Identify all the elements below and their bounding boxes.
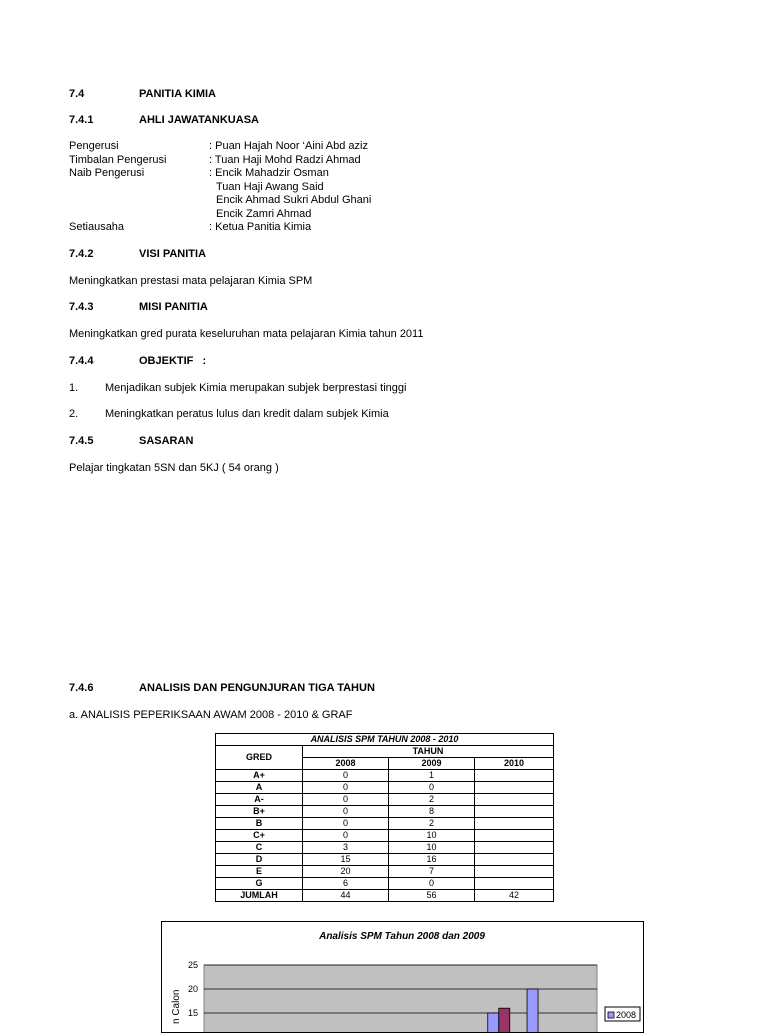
setiausaha-label: Setiausaha — [69, 221, 125, 233]
y-tick-label: 20 — [187, 984, 198, 994]
value-2008-cell: 3 — [303, 842, 389, 854]
objektif-2-number: 2. — [69, 408, 79, 420]
objektif-1-number: 1. — [69, 382, 79, 394]
section-7-4-4-title: OBJEKTIF : — [139, 355, 207, 367]
value-2010-cell — [475, 878, 554, 890]
value-2008-cell: 6 — [303, 878, 389, 890]
table-title: ANALISIS SPM TAHUN 2008 - 2010 — [216, 734, 554, 746]
timbalan-value: : Tuan Haji Mohd Radzi Ahmad — [209, 154, 361, 166]
section-7-4-6-title: ANALISIS DAN PENGUNJURAN TIGA TAHUN — [139, 682, 375, 694]
table-row — [216, 854, 554, 866]
table-row — [216, 794, 554, 806]
table-row — [216, 830, 554, 842]
total-label: JUMLAH — [216, 890, 303, 902]
legend-swatch-2008 — [608, 1012, 614, 1018]
spm-chart-svg — [162, 922, 643, 1032]
naib-label: Naib Pengerusi — [69, 167, 145, 179]
section-7-4-2-title: VISI PANITIA — [139, 248, 207, 260]
value-2008-cell: 0 — [303, 782, 389, 794]
naib-extra-2: Encik Ahmad Sukri Abdul Ghani — [216, 194, 372, 206]
section-7-4-3-number: 7.4.3 — [69, 301, 94, 313]
section-7-4-3-title: MISI PANITIA — [139, 301, 208, 313]
value-2010-cell — [475, 806, 554, 818]
timbalan-label: Timbalan Pengerusi — [69, 154, 167, 166]
value-2010-cell — [475, 770, 554, 782]
value-2009-cell: 0 — [389, 782, 475, 794]
spm-chart — [161, 921, 644, 1033]
total-2009: 56 — [389, 890, 475, 902]
value-2009-cell: 2 — [389, 794, 475, 806]
value-2010-cell — [475, 830, 554, 842]
naib-extra-3: Encik Zamri Ahmad — [216, 208, 312, 220]
value-2008-cell: 15 — [303, 854, 389, 866]
grade-cell: C+ — [216, 830, 303, 842]
bar-2008-D — [488, 1013, 499, 1032]
bar-2009-D — [499, 1008, 510, 1032]
value-2009-cell: 0 — [389, 878, 475, 890]
section-7-4-1-title: AHLI JAWATANKUASA — [139, 114, 259, 126]
table-row — [216, 806, 554, 818]
analisis-subtitle: a. ANALISIS PEPERIKSAAN AWAM 2008 - 2010 & GRAF — [69, 709, 353, 721]
sasaran-text: Pelajar tingkatan 5SN dan 5KJ ( 54 orang ) — [69, 462, 279, 474]
y-tick-label: 25 — [187, 960, 198, 970]
section-7-4-2-number: 7.4.2 — [69, 248, 94, 260]
objektif-2-text: Meningkatkan peratus lulus dan kredit dalam subjek Kimia — [105, 408, 389, 420]
value-2010-cell — [475, 866, 554, 878]
naib-value: : Encik Mahadzir Osman — [209, 167, 329, 179]
value-2008-cell: 0 — [303, 818, 389, 830]
section-7-4-6-number: 7.4.6 — [69, 682, 94, 694]
naib-extra-1: Tuan Haji Awang Said — [216, 181, 324, 193]
tahun-header: TAHUN — [303, 746, 554, 758]
legend-label-2008: 2008 — [616, 1010, 637, 1020]
value-2009-cell: 10 — [389, 830, 475, 842]
section-7-4-number: 7.4 — [69, 88, 85, 100]
value-2008-cell: 20 — [303, 866, 389, 878]
year-2009-header: 2009 — [389, 758, 475, 770]
total-row — [216, 890, 554, 902]
total-2008: 44 — [303, 890, 389, 902]
value-2009-cell: 7 — [389, 866, 475, 878]
value-2009-cell: 16 — [389, 854, 475, 866]
grade-cell: C — [216, 842, 303, 854]
value-2009-cell: 1 — [389, 770, 475, 782]
section-7-4-5-title: SASARAN — [139, 435, 194, 447]
section-7-4-title: PANITIA KIMIA — [139, 88, 216, 100]
pengerusi-label: Pengerusi — [69, 140, 119, 152]
value-2009-cell: 2 — [389, 818, 475, 830]
objektif-1-text: Menjadikan subjek Kimia merupakan subjek berprestasi tinggi — [105, 382, 407, 394]
misi-text: Meningkatkan gred purata keseluruhan mata pelajaran Kimia tahun 2011 — [69, 328, 424, 340]
value-2010-cell — [475, 842, 554, 854]
grade-cell: B+ — [216, 806, 303, 818]
section-7-4-1-number: 7.4.1 — [69, 114, 94, 126]
total-2010: 42 — [475, 890, 554, 902]
value-2008-cell: 0 — [303, 770, 389, 782]
value-2008-cell: 0 — [303, 806, 389, 818]
legend — [605, 1007, 640, 1021]
spm-analysis-table — [215, 733, 554, 902]
section-7-4-5-number: 7.4.5 — [69, 435, 94, 447]
grade-cell: E — [216, 866, 303, 878]
value-2009-cell: 8 — [389, 806, 475, 818]
gred-header: GRED — [216, 746, 303, 770]
value-2010-cell — [475, 794, 554, 806]
setiausaha-value: : Ketua Panitia Kimia — [209, 221, 312, 233]
y-axis-label: n Calon — [171, 989, 182, 1024]
grade-cell: A+ — [216, 770, 303, 782]
table-row — [216, 782, 554, 794]
grade-cell: B — [216, 818, 303, 830]
value-2008-cell: 0 — [303, 794, 389, 806]
table-row — [216, 818, 554, 830]
year-2010-header: 2010 — [475, 758, 554, 770]
value-2010-cell — [475, 782, 554, 794]
table-row — [216, 878, 554, 890]
grade-cell: D — [216, 854, 303, 866]
table-row — [216, 866, 554, 878]
value-2010-cell — [475, 818, 554, 830]
value-2008-cell: 0 — [303, 830, 389, 842]
y-tick-label: 15 — [187, 1008, 198, 1018]
bar-2008-E — [527, 989, 538, 1032]
value-2010-cell — [475, 854, 554, 866]
year-2008-header: 2008 — [303, 758, 389, 770]
grade-cell: A- — [216, 794, 303, 806]
table-row — [216, 770, 554, 782]
pengerusi-value: : Puan Hajah Noor ‘Aini Abd aziz — [209, 140, 368, 152]
section-7-4-4-number: 7.4.4 — [69, 355, 94, 367]
grade-cell: A — [216, 782, 303, 794]
table-row — [216, 842, 554, 854]
value-2009-cell: 10 — [389, 842, 475, 854]
chart-title: Analisis SPM Tahun 2008 dan 2009 — [319, 931, 485, 942]
visi-text: Meningkatkan prestasi mata pelajaran Kimia SPM — [69, 275, 313, 287]
grade-cell: G — [216, 878, 303, 890]
